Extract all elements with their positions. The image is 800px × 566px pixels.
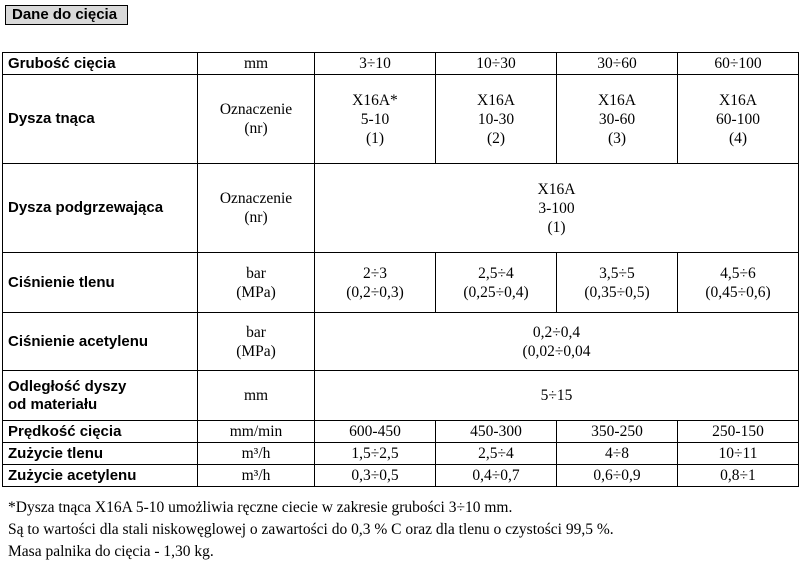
value-cell: [678, 253, 799, 313]
value-line: X16A*: [352, 91, 398, 109]
value-line: X16A: [598, 91, 636, 109]
unit-cell: mm/min: [198, 421, 315, 443]
value-line: (1): [365, 129, 385, 147]
value-line: (0,2÷0,3): [346, 283, 404, 301]
table-row: [3, 465, 799, 487]
label-line: Odległość dyszy: [8, 377, 127, 395]
value-line: (2): [486, 129, 506, 147]
row-label: Ciśnienie acetylenu: [3, 313, 198, 371]
table-row: [3, 313, 799, 371]
unit-cell: [198, 164, 315, 253]
value-line: X16A: [537, 180, 576, 198]
value-cell: 10÷30: [436, 53, 557, 75]
table-row: [3, 443, 799, 465]
value-cell: 3÷10: [315, 53, 436, 75]
value-line: 4,5÷6: [720, 264, 756, 282]
unit-cell: [198, 313, 315, 371]
value-line: 30-60: [598, 110, 636, 128]
unit-cell: m³/h: [198, 465, 315, 487]
value-cell: [315, 313, 799, 371]
value-cell: 60÷100: [678, 53, 799, 75]
value-cell: 10÷11: [678, 443, 799, 465]
unit-cell: mm: [198, 371, 315, 421]
value-cell: 5÷15: [315, 371, 799, 421]
unit-line: bar: [246, 264, 266, 282]
value-line: 10-30: [477, 110, 515, 128]
row-label: Zużycie tlenu: [3, 443, 198, 465]
row-label: Zużycie acetylenu: [3, 465, 198, 487]
value-line: (0,45÷0,6): [705, 283, 771, 301]
value-line: (0,02÷0,04: [522, 342, 591, 360]
table-row: [3, 421, 799, 443]
unit-cell: mm: [198, 53, 315, 75]
footnote: Masa palnika do cięcia - 1,30 kg.: [8, 543, 214, 560]
unit-line: (nr): [244, 209, 268, 226]
value-cell: [315, 253, 436, 313]
value-cell: [557, 253, 678, 313]
value-line: 5-10: [360, 110, 390, 128]
value-cell: 4÷8: [557, 443, 678, 465]
value-cell: 1,5÷2,5: [315, 443, 436, 465]
row-label: Dysza tnąca: [3, 75, 198, 164]
footnotes: [8, 497, 614, 563]
value-cell: 2,5÷4: [436, 443, 557, 465]
value-line: 2÷3: [362, 264, 387, 282]
footnote: Są to wartości dla stali niskowęglowej o zawartości do 0,3 % C oraz dla tlenu o czystości 99,5 %.: [8, 521, 614, 538]
label-line: od materiału: [8, 395, 98, 413]
value-line: (3): [607, 129, 627, 147]
cutting-data-table: [2, 52, 799, 487]
value-cell: [557, 75, 678, 164]
value-cell: [315, 164, 799, 253]
value-line: 3-100: [538, 199, 575, 217]
unit-cell: m³/h: [198, 443, 315, 465]
value-line: (0,25÷0,4): [463, 283, 529, 301]
value-cell: 250-150: [678, 421, 799, 443]
value-cell: [436, 75, 557, 164]
value-line: (0,35÷0,5): [584, 283, 650, 301]
unit-line: (nr): [244, 120, 268, 137]
row-label: Dysza podgrzewająca: [3, 164, 198, 253]
section-title: Dane do cięcia: [5, 5, 128, 25]
value-line: 0,2÷0,4: [532, 323, 581, 341]
value-cell: 0,3÷0,5: [315, 465, 436, 487]
footnote: *Dysza tnąca X16A 5-10 umożliwia ręczne ciecie w zakresie grubości 3÷10 mm.: [8, 499, 513, 516]
unit-cell: [198, 75, 315, 164]
row-label: [3, 371, 198, 421]
value-cell: [436, 253, 557, 313]
value-line: X16A: [477, 91, 515, 109]
unit-line: Oznaczenie: [219, 190, 293, 207]
value-cell: 450-300: [436, 421, 557, 443]
unit-line: (MPa): [236, 342, 276, 360]
value-cell: 0,8÷1: [678, 465, 799, 487]
table-row: [3, 75, 799, 164]
value-line: (1): [547, 218, 566, 236]
unit-line: (MPa): [236, 283, 276, 301]
value-line: X16A: [719, 91, 757, 109]
value-line: (4): [728, 129, 748, 147]
value-cell: [315, 75, 436, 164]
row-label: Ciśnienie tlenu: [3, 253, 198, 313]
value-cell: 30÷60: [557, 53, 678, 75]
value-cell: [678, 75, 799, 164]
value-line: 3,5÷5: [599, 264, 635, 282]
table-row: [3, 371, 799, 421]
value-cell: 350-250: [557, 421, 678, 443]
value-line: 2,5÷4: [478, 264, 514, 282]
row-label: Grubość cięcia: [3, 53, 198, 75]
table-row: [3, 164, 799, 253]
row-label: Prędkość cięcia: [3, 421, 198, 443]
value-cell: 0,6÷0,9: [557, 465, 678, 487]
value-line: 60-100: [716, 110, 760, 128]
unit-line: Oznaczenie: [219, 101, 293, 118]
unit-line: bar: [246, 323, 266, 341]
value-cell: 600-450: [315, 421, 436, 443]
table-row: [3, 253, 799, 313]
value-cell: 0,4÷0,7: [436, 465, 557, 487]
table-row: [3, 53, 799, 75]
unit-cell: [198, 253, 315, 313]
